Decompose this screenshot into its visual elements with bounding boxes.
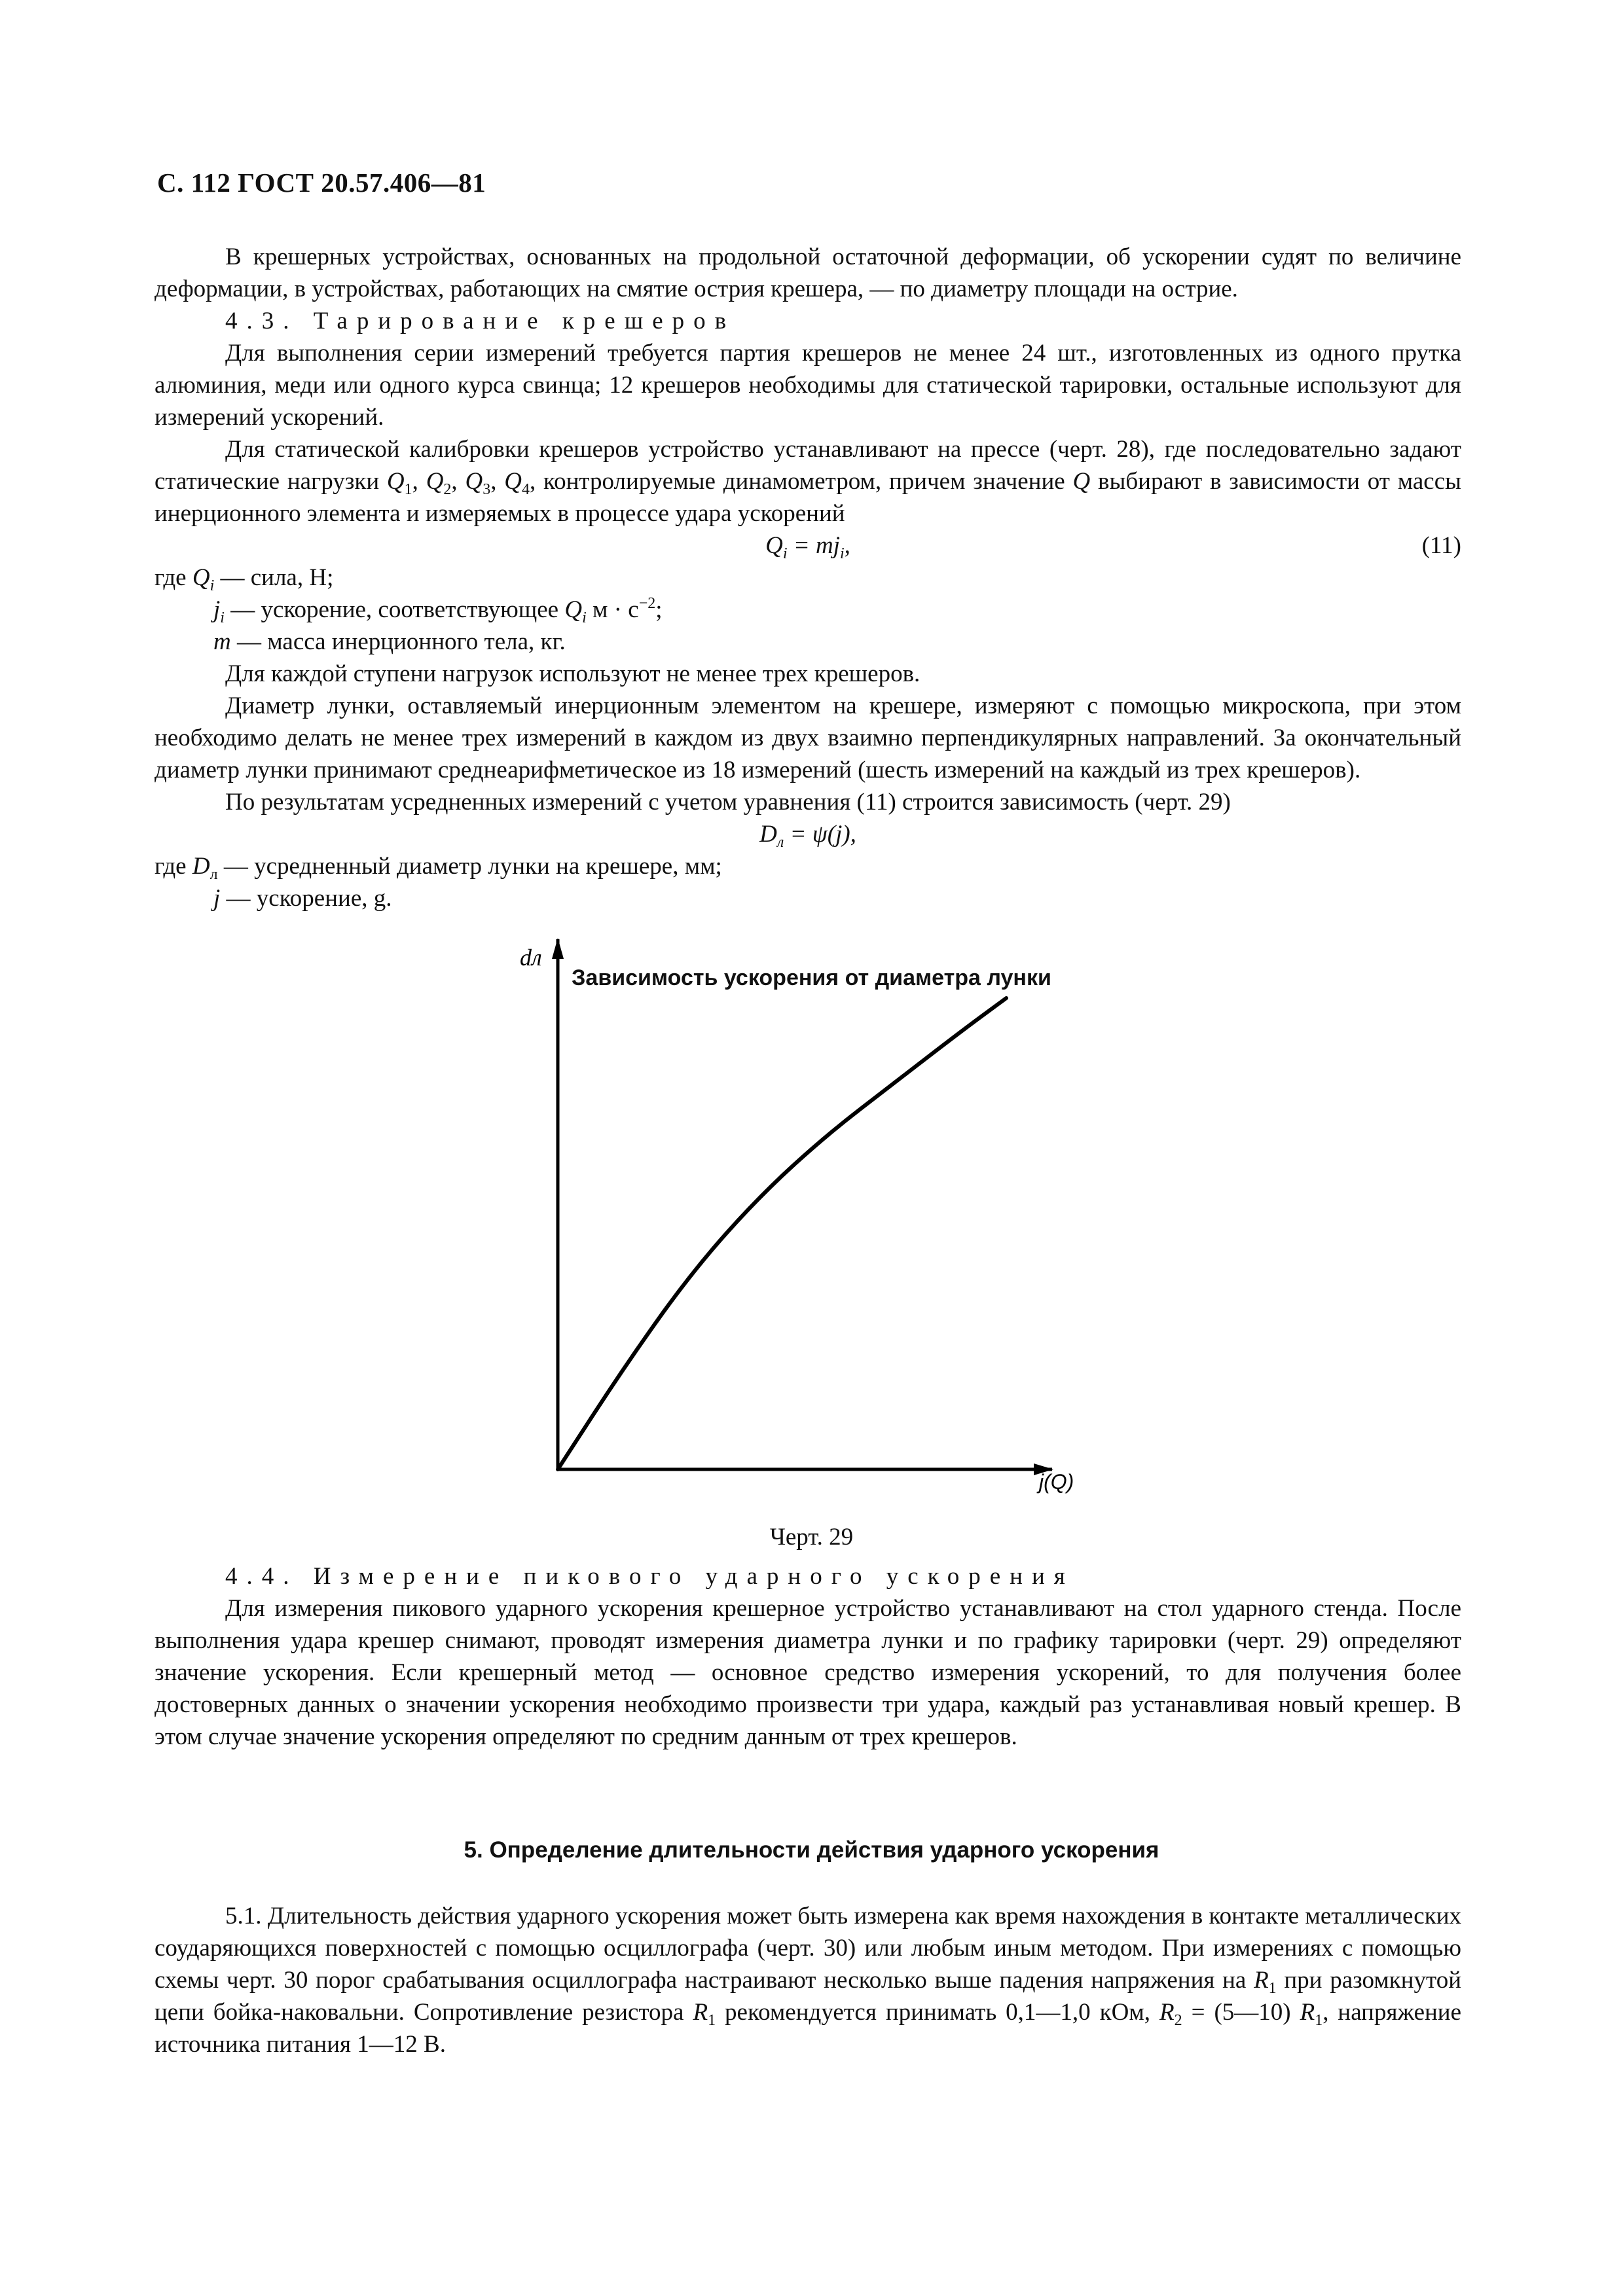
paragraph-duration: 5.1. Длительность действия ударного ускорения может быть измерена как время нахождения в контакте металлических соударяющихся поверхностей с помощью осциллографа (черт. 30) или любым иным методом. При измерениях с помощью схемы черт. 30 порог срабатывания осциллографа настраивают несколько выше падения напряжения на $R_1$ при разомкнутой цепи бойка-наковальни. Сопротивление резистора $R_1$ рекомендуется принимать 0,1—1,0 кОм, $R_2$ = (5—10) $R_1$, напряжение источника питания 1—12 В. [155,1903,1462,2058]
y-axis-arrow [552,938,564,959]
paragraph-peak-acceleration: Для измерения пикового ударного ускорения крешерное устройство устанавливают на стол ударного стенда. После выполнения удара крешер снимают, проводят измерения диаметра лунки и по графику тарировки (черт. 29) определяют значение ускорения. Если крешерный метод — основное средство измерения ускорений, то для получения более достоверных данных о значении ускорения необходимо произвести три удара, каждый раз устанавливая новый крешер. В этом случае значение ускорения определяют по средним данным от трех крешеров. [155,1595,1461,1750]
paragraph-dependency: По результатам усредненных измерений с учетом уравнения (11) строится зависимость (черт. 29) [225,789,1231,816]
series-line [558,998,1006,1469]
section-4-4-heading: 4.4. Измерение пикового ударного ускорения [225,1563,1074,1590]
text-block-4-4 [155,1560,1461,1753]
formula-dependency-expression: $D_л = \psi(j)$, [759,821,856,851]
where-acceleration: $j_i$ — ускорение, соответствующее $Q_i$ $м \cdot с^{-2}$; [213,595,663,626]
where-mass: m — масса инерционного тела, кг. [213,628,566,655]
where-diameter: где $D_л$ — усредненный диаметр лунки на крешере, мм; [155,853,722,883]
section-4-3-heading: 4.3. Тарирование крешеров [225,308,736,334]
paragraph-dimple-diameter: Диаметр лунки, оставляемый инерционным элементом на крешере, измеряют с помощью микроскопа, при этом необходимо делать не менее трех измерений в каждом из двух взаимно перпендикулярных направлений. За окончательный диаметр лунки принимают среднеарифметическое из 18 измерений (шесть измерений на каждый из трех крешеров). [155,692,1461,783]
formula-11-expression: $Q_i = mj_i$, [765,532,850,562]
chart-title: Зависимость ускорения от диаметра лунки [572,965,1051,990]
x-axis-label: j(Q) [1039,1470,1074,1494]
page-header: С. 112 ГОСТ 20.57.406—81 [157,168,486,198]
paragraph-load-steps: Для каждой ступени нагрузок используют не менее трех крешеров. [225,660,921,687]
formula-11-number: (11) [1421,532,1461,559]
figure-caption: Черт. 29 [769,1524,854,1551]
paragraph-batch: Для выполнения серии измерений требуется партия крешеров не менее 24 шт., изготовленных из одного прутка алюминия, меди или одного курса свинца; 12 крешеров необходимы для статической тарировки, остальные используют для измерений ускорений. [155,340,1461,431]
y-axis-label: dл [520,944,542,971]
section-5-heading: 5. Определение длительности действия ударного ускорения [464,1837,1159,1863]
where-j: j — ускорение, g. [213,885,392,912]
where-force: где $Q_i$ — сила, Н; [155,564,334,594]
chart-plot-area [520,938,1074,1494]
paragraph-static-calibration: Для статической калибровки крешеров устройство устанавливают на прессе (черт. 28), где последовательно задают статические нагрузки $Q_1$, $Q_2$, $Q_3$, $Q_4$, контролируемые динамометром, причем значение Q выбирают в зависимости от массы инерционного элемента и измеряемых в процессе удара ускорений [155,436,1462,527]
text-block-5-1 [155,1900,1461,2060]
paragraph-crusher-devices: В крешерных устройствах, основанных на продольной остаточной деформации, об ускорении судят по величине деформации, в устройствах, работающих на смятие острия крешера, — по диаметру площади на острие. [155,243,1461,302]
